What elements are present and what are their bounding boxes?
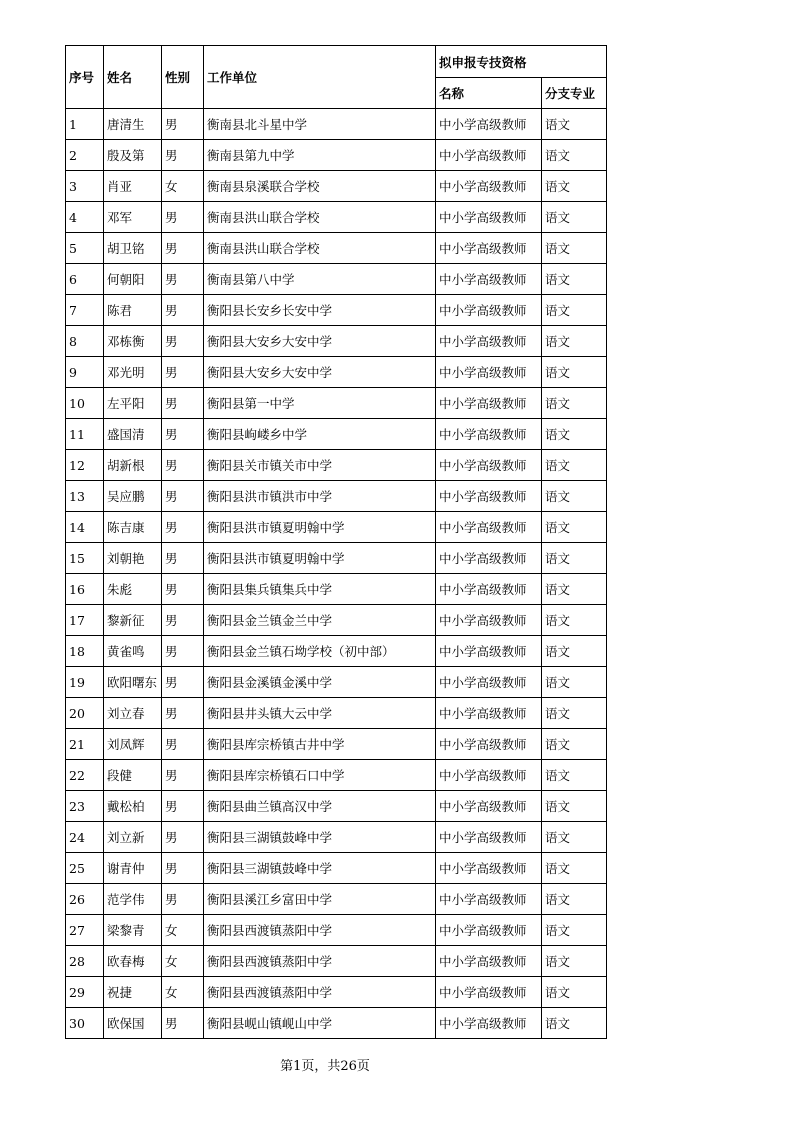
cell-gender: 男 (162, 264, 204, 295)
table-row (66, 357, 607, 388)
cell-gender: 男 (162, 791, 204, 822)
table-row (66, 636, 607, 667)
cell-unit: 衡南县第八中学 (204, 264, 436, 295)
cell-unit: 衡南县泉溪联合学校 (204, 171, 436, 202)
cell-seq: 26 (66, 884, 104, 915)
cell-name: 邓栋衡 (104, 326, 162, 357)
cell-unit: 衡阳县第一中学 (204, 388, 436, 419)
cell-unit: 衡南县北斗星中学 (204, 109, 436, 140)
cell-gender: 男 (162, 512, 204, 543)
cell-gender: 男 (162, 884, 204, 915)
cell-name: 邓光明 (104, 357, 162, 388)
cell-major: 语文 (542, 1008, 607, 1039)
cell-title: 中小学高级教师 (436, 667, 542, 698)
cell-unit: 衡阳县曲兰镇高汉中学 (204, 791, 436, 822)
cell-unit: 衡阳县井头镇大云中学 (204, 698, 436, 729)
cell-major: 语文 (542, 574, 607, 605)
cell-name: 盛国清 (104, 419, 162, 450)
cell-unit: 衡阳县集兵镇集兵中学 (204, 574, 436, 605)
cell-major: 语文 (542, 512, 607, 543)
cell-title: 中小学高级教师 (436, 264, 542, 295)
cell-title: 中小学高级教师 (436, 140, 542, 171)
table-row (66, 667, 607, 698)
table-row (66, 295, 607, 326)
cell-major: 语文 (542, 357, 607, 388)
cell-title: 中小学高级教师 (436, 791, 542, 822)
table-row (66, 822, 607, 853)
cell-major: 语文 (542, 853, 607, 884)
table-row (66, 977, 607, 1008)
cell-title: 中小学高级教师 (436, 419, 542, 450)
cell-seq: 16 (66, 574, 104, 605)
cell-seq: 2 (66, 140, 104, 171)
cell-seq: 7 (66, 295, 104, 326)
cell-unit: 衡南县洪山联合学校 (204, 202, 436, 233)
table-row (66, 605, 607, 636)
cell-unit: 衡阳县大安乡大安中学 (204, 326, 436, 357)
cell-unit: 衡南县洪山联合学校 (204, 233, 436, 264)
table-row (66, 915, 607, 946)
cell-major: 语文 (542, 419, 607, 450)
header-unit: 工作单位 (204, 46, 436, 109)
cell-major: 语文 (542, 326, 607, 357)
cell-major: 语文 (542, 202, 607, 233)
cell-name: 黄雀鸣 (104, 636, 162, 667)
cell-seq: 30 (66, 1008, 104, 1039)
table-row (66, 481, 607, 512)
cell-unit: 衡阳县洪市镇夏明翰中学 (204, 512, 436, 543)
cell-name: 段健 (104, 760, 162, 791)
cell-title: 中小学高级教师 (436, 295, 542, 326)
cell-gender: 男 (162, 109, 204, 140)
header-name: 姓名 (104, 46, 162, 109)
cell-gender: 男 (162, 667, 204, 698)
cell-name: 胡卫铭 (104, 233, 162, 264)
table-row (66, 109, 607, 140)
cell-name: 吴应鹏 (104, 481, 162, 512)
cell-unit: 衡阳县岘山镇岘山中学 (204, 1008, 436, 1039)
cell-name: 刘凤辉 (104, 729, 162, 760)
cell-seq: 27 (66, 915, 104, 946)
cell-unit: 衡阳县溪江乡富田中学 (204, 884, 436, 915)
table-row (66, 419, 607, 450)
header-qualification: 拟申报专技资格 (436, 46, 607, 78)
cell-gender: 男 (162, 543, 204, 574)
cell-name: 欧保国 (104, 1008, 162, 1039)
table-body (66, 109, 607, 1039)
cell-seq: 20 (66, 698, 104, 729)
cell-major: 语文 (542, 760, 607, 791)
cell-title: 中小学高级教师 (436, 233, 542, 264)
cell-gender: 男 (162, 1008, 204, 1039)
cell-major: 语文 (542, 667, 607, 698)
table-row (66, 264, 607, 295)
cell-gender: 男 (162, 760, 204, 791)
cell-seq: 8 (66, 326, 104, 357)
cell-major: 语文 (542, 946, 607, 977)
cell-name: 欧阳曙东 (104, 667, 162, 698)
cell-major: 语文 (542, 233, 607, 264)
cell-gender: 女 (162, 946, 204, 977)
cell-title: 中小学高级教师 (436, 884, 542, 915)
cell-major: 语文 (542, 729, 607, 760)
cell-seq: 10 (66, 388, 104, 419)
cell-title: 中小学高级教师 (436, 977, 542, 1008)
cell-major: 语文 (542, 171, 607, 202)
cell-gender: 男 (162, 233, 204, 264)
cell-unit: 衡阳县三湖镇鼓峰中学 (204, 822, 436, 853)
cell-name: 范学伟 (104, 884, 162, 915)
cell-gender: 男 (162, 450, 204, 481)
cell-major: 语文 (542, 791, 607, 822)
cell-name: 朱彪 (104, 574, 162, 605)
cell-name: 刘立新 (104, 822, 162, 853)
cell-title: 中小学高级教师 (436, 450, 542, 481)
cell-name: 唐清生 (104, 109, 162, 140)
cell-seq: 23 (66, 791, 104, 822)
cell-title: 中小学高级教师 (436, 326, 542, 357)
table-row (66, 202, 607, 233)
cell-major: 语文 (542, 636, 607, 667)
cell-gender: 男 (162, 481, 204, 512)
cell-seq: 6 (66, 264, 104, 295)
cell-major: 语文 (542, 977, 607, 1008)
table-header (66, 46, 607, 109)
cell-title: 中小学高级教师 (436, 543, 542, 574)
cell-gender: 女 (162, 171, 204, 202)
cell-unit: 衡阳县金兰镇金兰中学 (204, 605, 436, 636)
cell-unit: 衡阳县金溪镇金溪中学 (204, 667, 436, 698)
cell-seq: 18 (66, 636, 104, 667)
cell-title: 中小学高级教师 (436, 202, 542, 233)
cell-major: 语文 (542, 822, 607, 853)
cell-title: 中小学高级教师 (436, 760, 542, 791)
cell-title: 中小学高级教师 (436, 729, 542, 760)
cell-name: 陈吉康 (104, 512, 162, 543)
cell-major: 语文 (542, 388, 607, 419)
cell-name: 刘朝艳 (104, 543, 162, 574)
cell-title: 中小学高级教师 (436, 698, 542, 729)
cell-title: 中小学高级教师 (436, 915, 542, 946)
table-row (66, 388, 607, 419)
table-row (66, 140, 607, 171)
cell-unit: 衡阳县西渡镇蒸阳中学 (204, 946, 436, 977)
cell-unit: 衡阳县西渡镇蒸阳中学 (204, 977, 436, 1008)
cell-unit: 衡阳县金兰镇石坳学校（初中部） (204, 636, 436, 667)
cell-unit: 衡阳县西渡镇蒸阳中学 (204, 915, 436, 946)
cell-name: 胡新根 (104, 450, 162, 481)
cell-unit: 衡阳县库宗桥镇古井中学 (204, 729, 436, 760)
cell-gender: 男 (162, 388, 204, 419)
cell-seq: 4 (66, 202, 104, 233)
cell-major: 语文 (542, 295, 607, 326)
cell-gender: 女 (162, 915, 204, 946)
cell-major: 语文 (542, 698, 607, 729)
cell-unit: 衡阳县岣嵝乡中学 (204, 419, 436, 450)
cell-title: 中小学高级教师 (436, 171, 542, 202)
cell-seq: 28 (66, 946, 104, 977)
cell-unit: 衡阳县关市镇关市中学 (204, 450, 436, 481)
header-seq: 序号 (66, 46, 104, 109)
cell-title: 中小学高级教师 (436, 853, 542, 884)
cell-title: 中小学高级教师 (436, 1008, 542, 1039)
cell-title: 中小学高级教师 (436, 109, 542, 140)
page-number: 第1页，共26页 (280, 1059, 370, 1074)
cell-seq: 3 (66, 171, 104, 202)
cell-name: 何朝阳 (104, 264, 162, 295)
cell-major: 语文 (542, 605, 607, 636)
cell-major: 语文 (542, 481, 607, 512)
cell-unit: 衡阳县三湖镇鼓峰中学 (204, 853, 436, 884)
table-row (66, 853, 607, 884)
cell-name: 邓军 (104, 202, 162, 233)
cell-title: 中小学高级教师 (436, 512, 542, 543)
cell-title: 中小学高级教师 (436, 357, 542, 388)
cell-gender: 男 (162, 729, 204, 760)
table-row (66, 791, 607, 822)
cell-seq: 11 (66, 419, 104, 450)
cell-major: 语文 (542, 109, 607, 140)
cell-seq: 17 (66, 605, 104, 636)
cell-seq: 15 (66, 543, 104, 574)
cell-gender: 男 (162, 140, 204, 171)
cell-title: 中小学高级教师 (436, 574, 542, 605)
cell-title: 中小学高级教师 (436, 388, 542, 419)
header-gender: 性别 (162, 46, 204, 109)
cell-name: 欧春梅 (104, 946, 162, 977)
cell-name: 谢青仲 (104, 853, 162, 884)
cell-seq: 24 (66, 822, 104, 853)
cell-name: 祝捷 (104, 977, 162, 1008)
cell-gender: 女 (162, 977, 204, 1008)
cell-seq: 13 (66, 481, 104, 512)
cell-unit: 衡阳县洪市镇洪市中学 (204, 481, 436, 512)
cell-major: 语文 (542, 543, 607, 574)
cell-name: 梁黎青 (104, 915, 162, 946)
cell-gender: 男 (162, 326, 204, 357)
cell-seq: 25 (66, 853, 104, 884)
cell-unit: 衡阳县库宗桥镇石口中学 (204, 760, 436, 791)
table-row (66, 760, 607, 791)
cell-name: 肖亚 (104, 171, 162, 202)
cell-title: 中小学高级教师 (436, 481, 542, 512)
table-row (66, 233, 607, 264)
cell-name: 刘立春 (104, 698, 162, 729)
table-row (66, 450, 607, 481)
table-row (66, 698, 607, 729)
cell-name: 殷及第 (104, 140, 162, 171)
cell-title: 中小学高级教师 (436, 946, 542, 977)
cell-major: 语文 (542, 915, 607, 946)
table-row (66, 1008, 607, 1039)
cell-name: 陈君 (104, 295, 162, 326)
cell-gender: 男 (162, 357, 204, 388)
cell-seq: 5 (66, 233, 104, 264)
cell-gender: 男 (162, 636, 204, 667)
cell-unit: 衡阳县长安乡长安中学 (204, 295, 436, 326)
header-title: 名称 (436, 78, 542, 109)
cell-gender: 男 (162, 419, 204, 450)
cell-unit: 衡阳县大安乡大安中学 (204, 357, 436, 388)
table-row (66, 171, 607, 202)
cell-major: 语文 (542, 884, 607, 915)
cell-gender: 男 (162, 295, 204, 326)
header-major: 分支专业 (542, 78, 607, 109)
cell-unit: 衡南县第九中学 (204, 140, 436, 171)
table-row (66, 512, 607, 543)
cell-gender: 男 (162, 853, 204, 884)
cell-seq: 1 (66, 109, 104, 140)
table-row (66, 729, 607, 760)
cell-gender: 男 (162, 202, 204, 233)
cell-seq: 19 (66, 667, 104, 698)
table-row (66, 326, 607, 357)
cell-seq: 29 (66, 977, 104, 1008)
cell-name: 黎新征 (104, 605, 162, 636)
cell-name: 左平阳 (104, 388, 162, 419)
cell-gender: 男 (162, 822, 204, 853)
cell-major: 语文 (542, 264, 607, 295)
cell-seq: 22 (66, 760, 104, 791)
cell-gender: 男 (162, 574, 204, 605)
cell-major: 语文 (542, 140, 607, 171)
table-row (66, 574, 607, 605)
table-row (66, 884, 607, 915)
cell-seq: 9 (66, 357, 104, 388)
cell-seq: 14 (66, 512, 104, 543)
cell-gender: 男 (162, 605, 204, 636)
cell-title: 中小学高级教师 (436, 636, 542, 667)
cell-seq: 12 (66, 450, 104, 481)
table-row (66, 946, 607, 977)
cell-gender: 男 (162, 698, 204, 729)
cell-seq: 21 (66, 729, 104, 760)
cell-title: 中小学高级教师 (436, 822, 542, 853)
cell-name: 戴松柏 (104, 791, 162, 822)
roster-table (65, 45, 607, 1039)
cell-unit: 衡阳县洪市镇夏明翰中学 (204, 543, 436, 574)
table-row (66, 543, 607, 574)
cell-title: 中小学高级教师 (436, 605, 542, 636)
cell-major: 语文 (542, 450, 607, 481)
